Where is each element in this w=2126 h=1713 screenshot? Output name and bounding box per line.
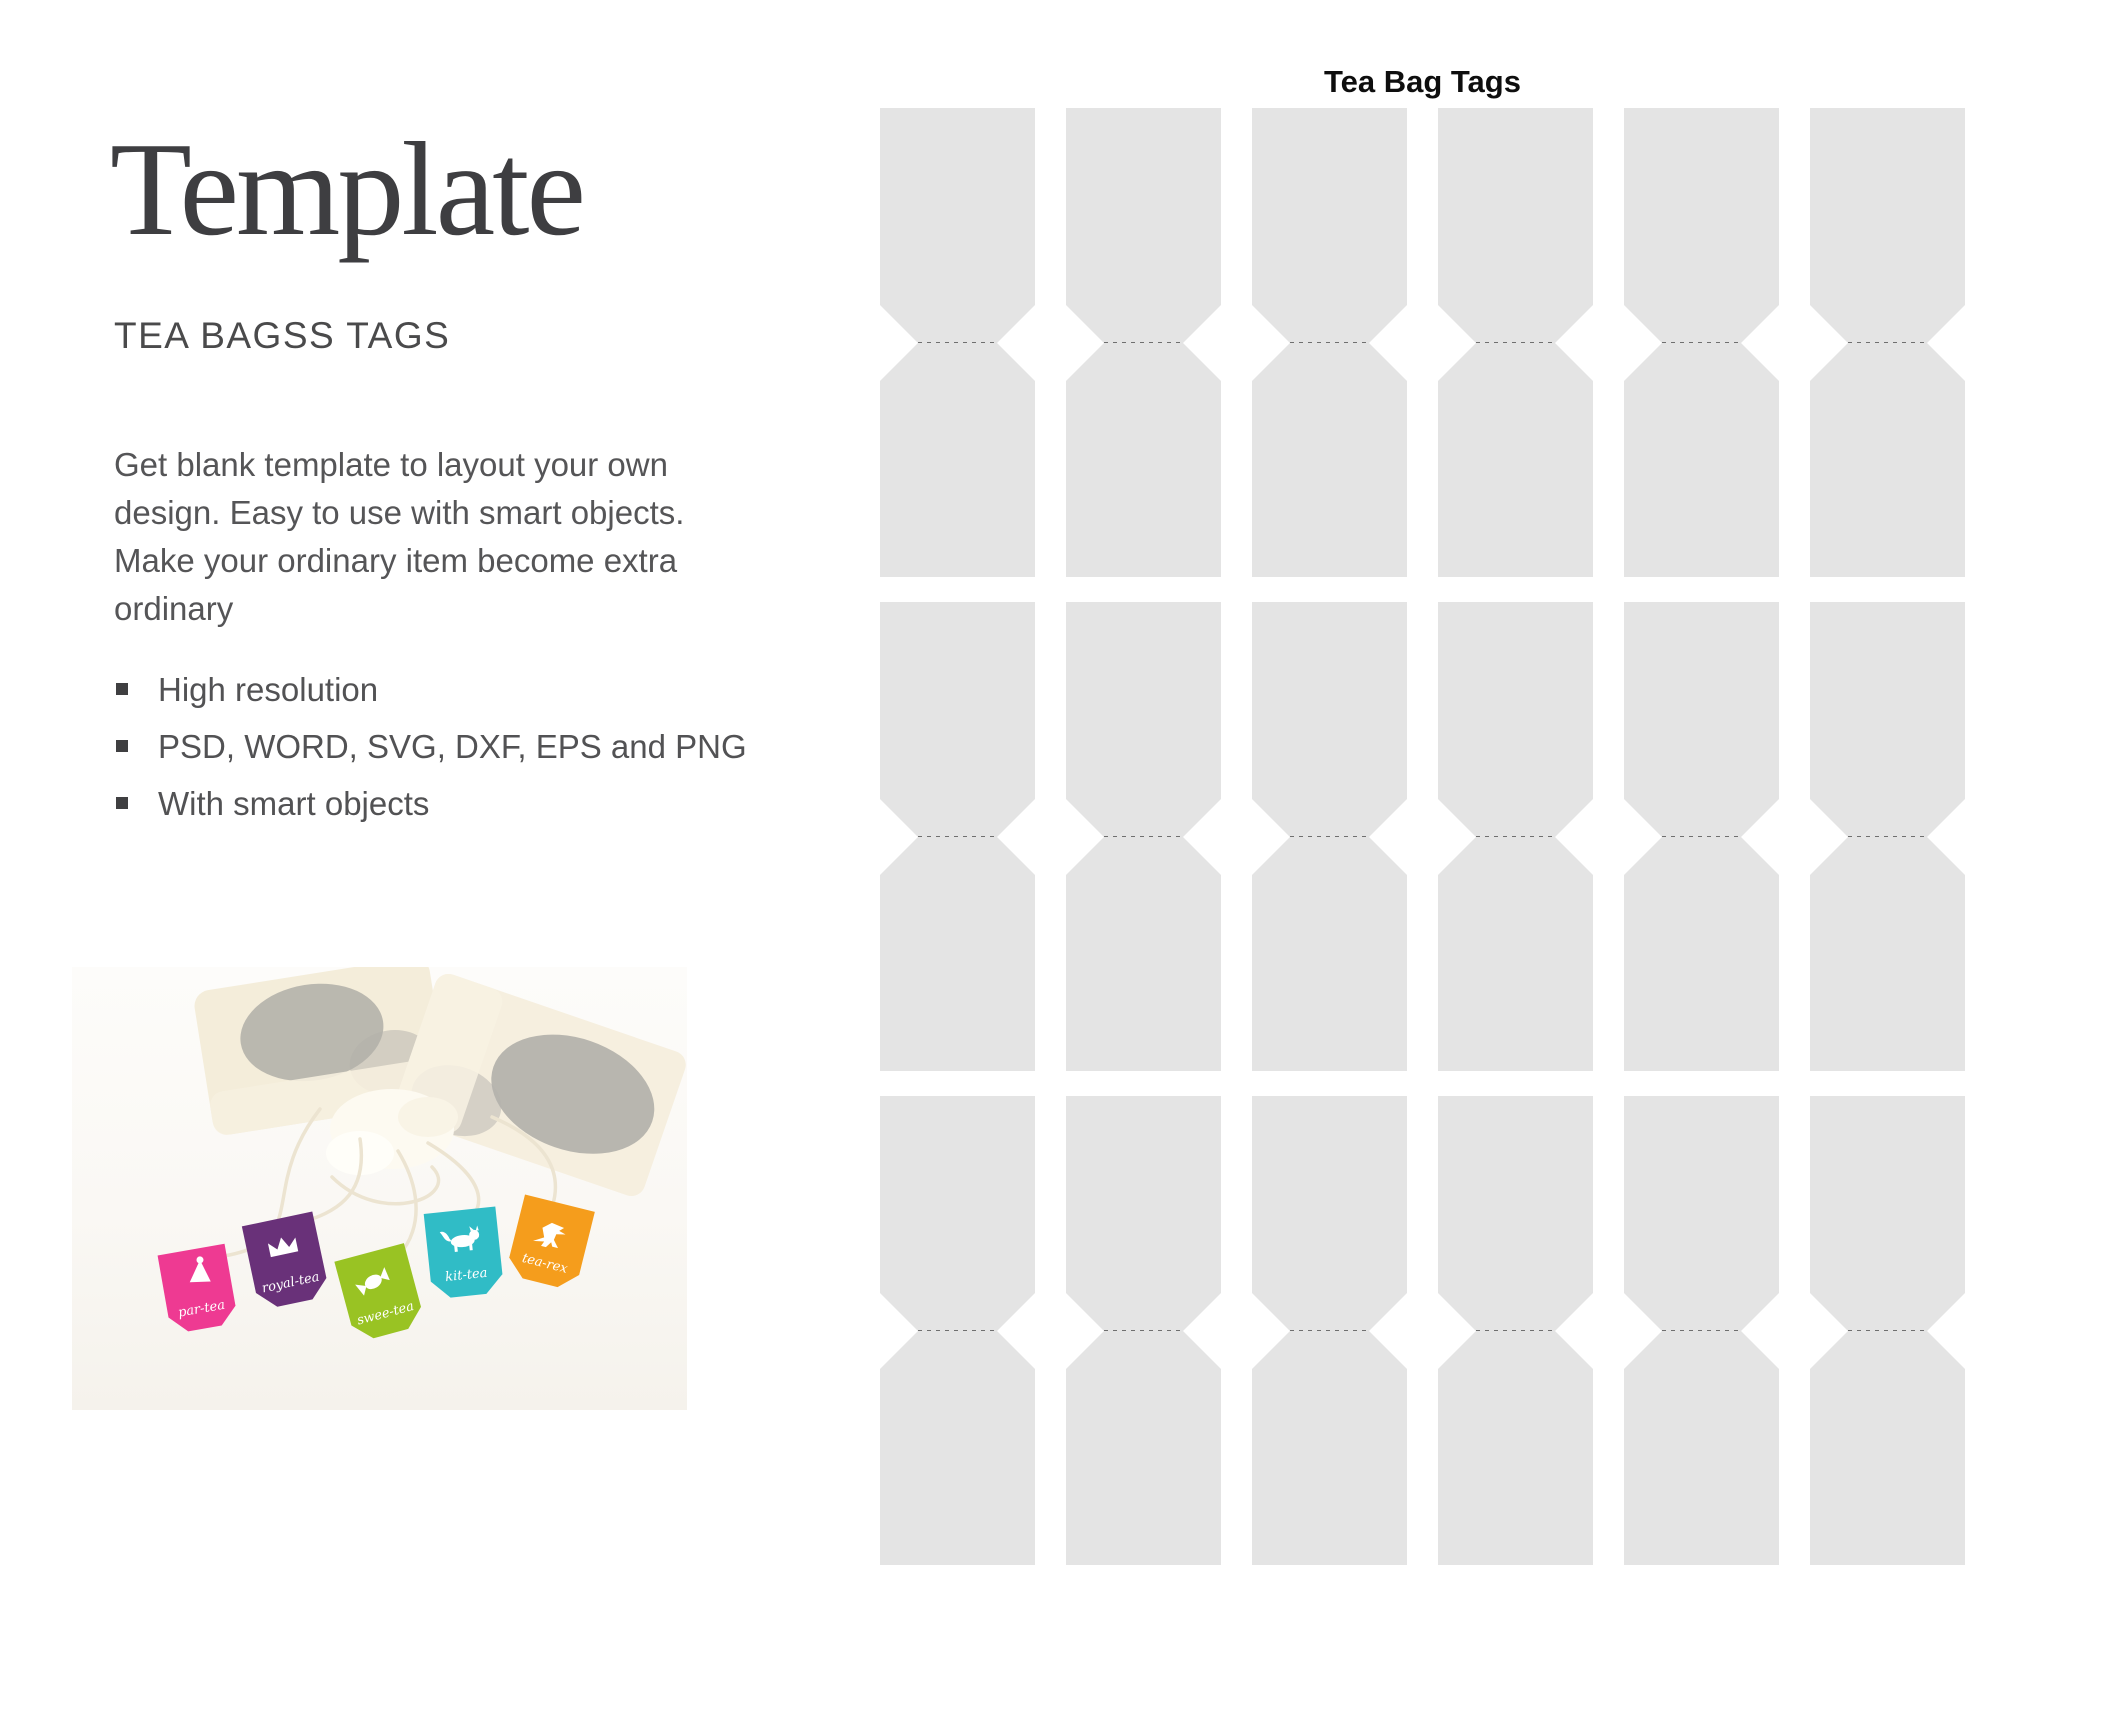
- blank-tag-pair: [880, 1096, 1035, 1565]
- blank-tag-bottom: [880, 1331, 1035, 1565]
- blank-tag-pair: [1438, 1096, 1593, 1565]
- blank-tag-bottom: [1066, 1331, 1221, 1565]
- description-line: ordinary: [114, 590, 234, 627]
- blank-tag-bottom: [1810, 343, 1965, 577]
- feature-item: [114, 723, 794, 771]
- blank-tag-top: [1066, 1096, 1221, 1331]
- features-list: [114, 666, 794, 837]
- blank-tag-pair: [1624, 602, 1779, 1071]
- blank-tag-pair: [1624, 1096, 1779, 1565]
- blank-tag-bottom: [1810, 837, 1965, 1071]
- blank-tag-pair: [1810, 108, 1965, 577]
- blank-tag-bottom: [1438, 837, 1593, 1071]
- blank-tag-bottom: [1624, 343, 1779, 577]
- blank-tag-pair: [1252, 108, 1407, 577]
- blank-tag-top: [1810, 1096, 1965, 1331]
- photo-tag-label: par-tea: [176, 1297, 227, 1321]
- blank-tag-pair: [1066, 108, 1221, 577]
- blank-tag-top: [880, 602, 1035, 837]
- bullet-square-icon: [116, 797, 128, 809]
- blank-tag-top: [1810, 602, 1965, 837]
- blank-tag-bottom: [1252, 837, 1407, 1071]
- blank-tag-top: [1438, 108, 1593, 343]
- blank-tag-top: [1624, 1096, 1779, 1331]
- blank-tag-bottom: [1252, 343, 1407, 577]
- blank-tag-pair: [1624, 108, 1779, 577]
- photo-tag-kit-tea: [424, 1206, 505, 1299]
- blank-tag-bottom: [880, 343, 1035, 577]
- blank-tag-pair: [1066, 602, 1221, 1071]
- blank-tag-bottom: [1810, 1331, 1965, 1565]
- photo-tag-label: royal-tea: [260, 1269, 321, 1297]
- photo-tag-label: kit-tea: [444, 1265, 489, 1286]
- product-title: Template: [110, 115, 584, 263]
- blank-tag-pair: [1252, 602, 1407, 1071]
- blank-tag-bottom: [1624, 1331, 1779, 1565]
- blank-tag-pair: [1438, 108, 1593, 577]
- blank-tag-top: [1252, 1096, 1407, 1331]
- blank-tag-bottom: [1252, 1331, 1407, 1565]
- blank-tag-top: [880, 1096, 1035, 1331]
- feature-item: [114, 780, 794, 828]
- bullet-square-icon: [116, 740, 128, 752]
- photo-tag-label: swee-tea: [355, 1298, 416, 1329]
- blank-tag-top: [1438, 1096, 1593, 1331]
- blank-tag-pair: [880, 108, 1035, 577]
- photo-tag-label: tea-rex: [520, 1250, 570, 1277]
- blank-tag-bottom: [1438, 1331, 1593, 1565]
- product-description: [114, 441, 794, 633]
- blank-tag-pair: [1252, 1096, 1407, 1565]
- blank-tag-pair: [880, 602, 1035, 1071]
- blank-tag-top: [1810, 108, 1965, 343]
- blank-tag-bottom: [1438, 343, 1593, 577]
- blank-tags-grid: [880, 108, 1965, 1565]
- feature-label: High resolution: [158, 671, 379, 708]
- blank-tag-top: [1066, 108, 1221, 343]
- sheet-title: Tea Bag Tags: [1324, 64, 1521, 99]
- blank-tag-top: [1624, 602, 1779, 837]
- feature-label: With smart objects: [158, 785, 430, 822]
- blank-tag-pair: [1810, 602, 1965, 1071]
- product-photo: [72, 967, 687, 1410]
- feature-item: [114, 666, 794, 714]
- blank-tag-pair: [1810, 1096, 1965, 1565]
- product-subtitle: TEA BAGSS TAGS: [114, 315, 451, 356]
- blank-tag-bottom: [880, 837, 1035, 1071]
- blank-tag-bottom: [1066, 343, 1221, 577]
- description-line: design. Easy to use with smart objects.: [114, 494, 685, 531]
- bullet-square-icon: [116, 683, 128, 695]
- blank-tag-top: [1252, 108, 1407, 343]
- description-line: Get blank template to layout your own: [114, 446, 668, 483]
- blank-tag-pair: [1066, 1096, 1221, 1565]
- blank-tag-bottom: [1624, 837, 1779, 1071]
- blank-tag-top: [880, 108, 1035, 343]
- description-line: Make your ordinary item become extra: [114, 542, 678, 579]
- blank-tag-top: [1066, 602, 1221, 837]
- blank-tag-top: [1438, 602, 1593, 837]
- blank-tag-top: [1252, 602, 1407, 837]
- feature-label: PSD, WORD, SVG, DXF, EPS and PNG: [158, 728, 747, 765]
- blank-tag-pair: [1438, 602, 1593, 1071]
- blank-tag-bottom: [1066, 837, 1221, 1071]
- blank-tag-top: [1624, 108, 1779, 343]
